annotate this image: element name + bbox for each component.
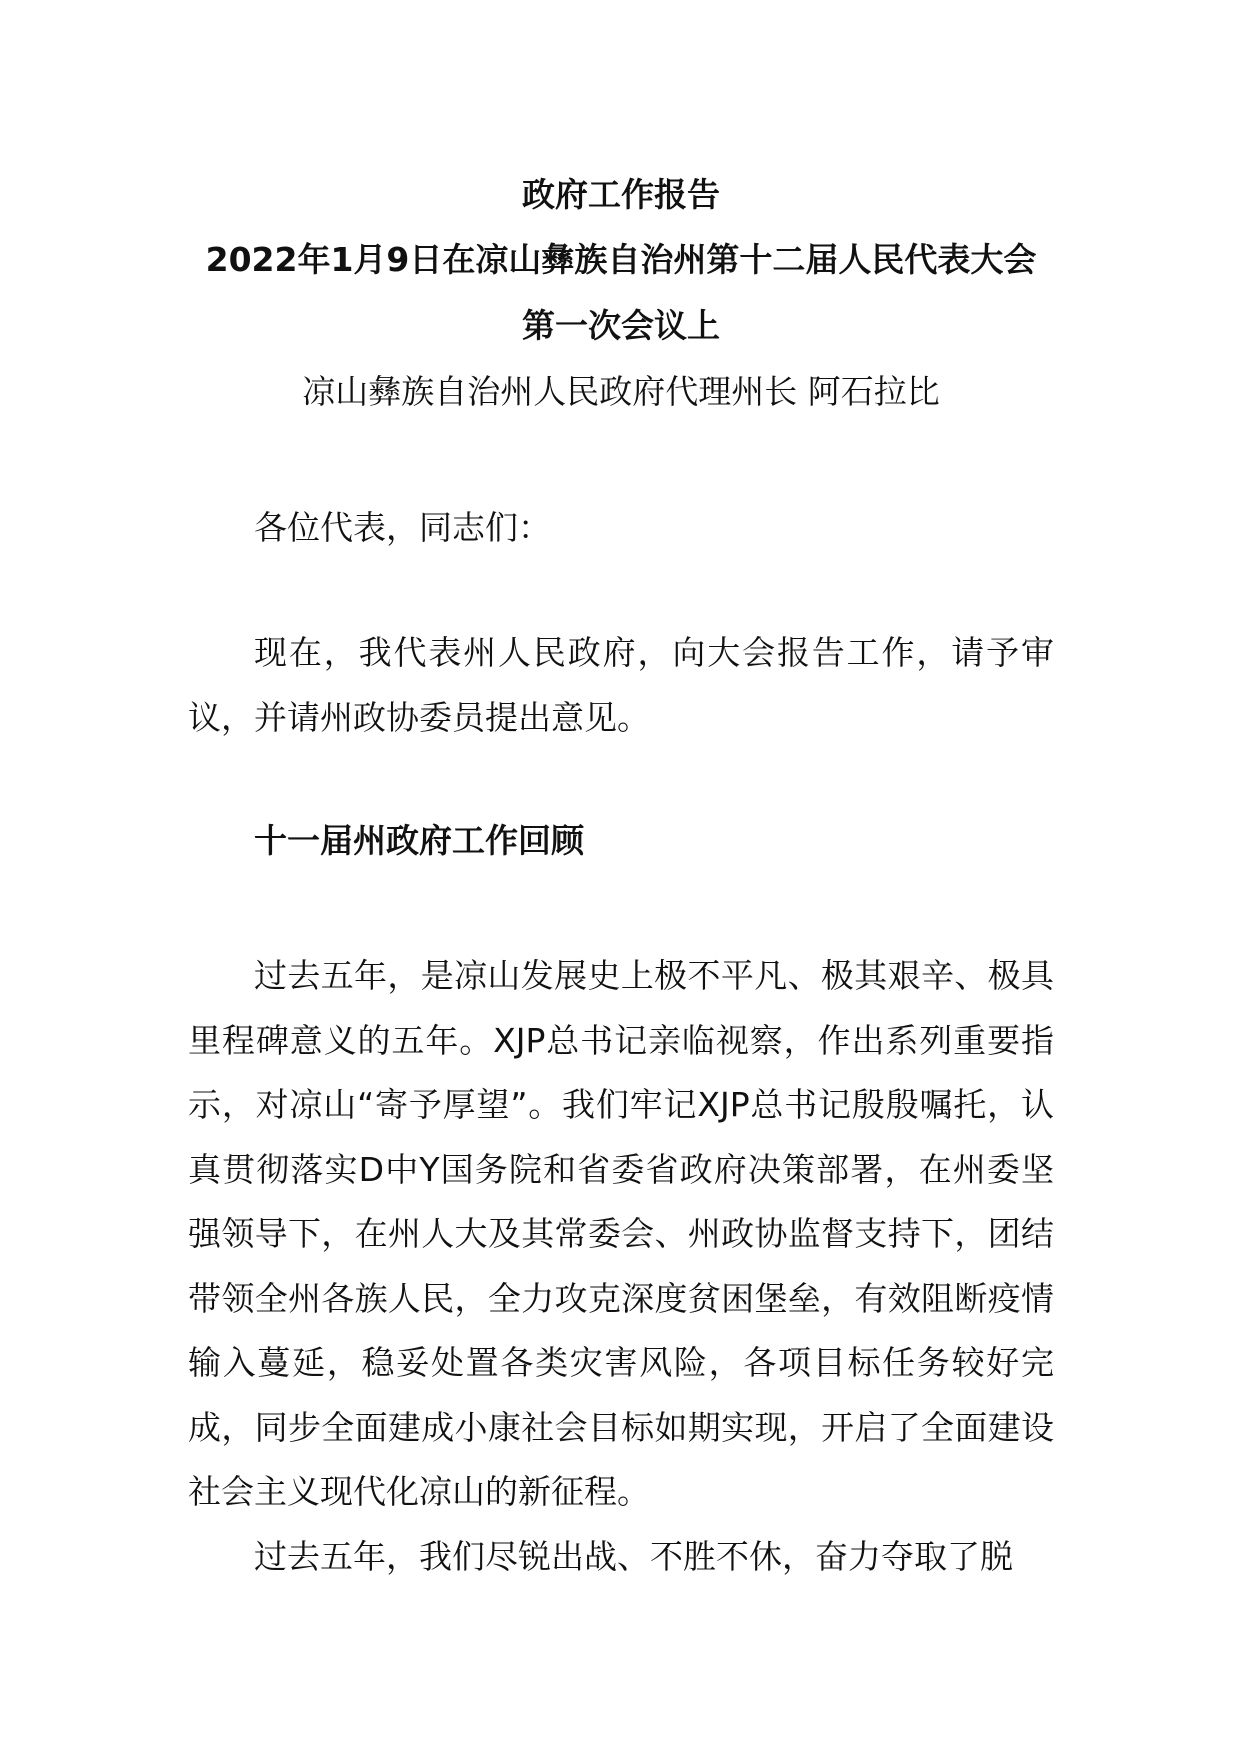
document-subtitle-line1: 2022年1月9日在凉山彝族自治州第十二届人民代表大会 <box>205 240 1037 279</box>
document-title: 政府工作报告 <box>522 175 720 214</box>
paragraph-review: 过去五年，是凉山发展史上极不平凡、极其艰辛、极具里程碑意义的五年。XJP总书记亲临视察，作出系列重要指示，对凉山“寄予厚望”。我们牢记XJP总书记殷殷嘱托，认真贯彻落实D中Y国务院和省委省政府决策部署，在州委坚强领导下，在州人大及其常委会、州政协监督支持下，团结带领全州各族人民，全力攻克深度贫困堡垒，有效阻断疫情输入蔓延，稳妥处置各类灾害风险，各项目标任务较好完成，同步全面建成小康社会目标如期实现，开启了全面建设社会主义现代化凉山的新征程。 <box>188 956 1054 1511</box>
salutation: 各位代表，同志们： <box>254 508 551 547</box>
document-author: 凉山彝族自治州人民政府代理州长 阿石拉比 <box>302 372 940 411</box>
document-subtitle-line2: 第一次会议上 <box>522 306 720 345</box>
paragraph-continued: 过去五年，我们尽锐出战、不胜不休，奋力夺取了脱 <box>254 1537 1013 1576</box>
section-heading: 十一届州政府工作回顾 <box>254 821 584 860</box>
paragraph-intro: 现在，我代表州人民政府，向大会报告工作，请予审议，并请州政协委员提出意见。 <box>188 633 1054 737</box>
